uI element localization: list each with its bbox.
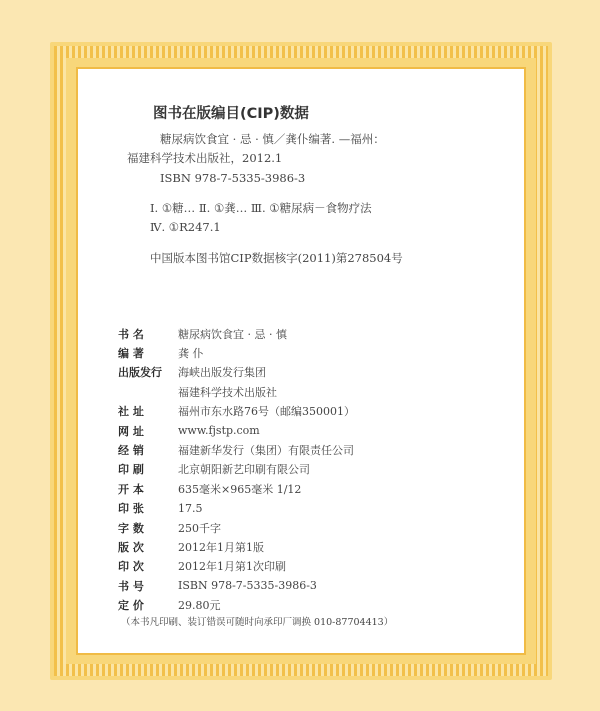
colophon-label: 版 次 xyxy=(118,540,144,554)
colophon-row xyxy=(118,518,498,537)
colophon-label: 网 址 xyxy=(118,424,144,438)
colophon-row xyxy=(118,499,498,518)
colophon-value: 29.80元 xyxy=(178,599,221,613)
cip-heading: 图书在版编目(CIP)数据 xyxy=(153,106,309,122)
colophon-row xyxy=(118,557,498,576)
cip-publisher-line: 福建科学技术出版社，2012.1 xyxy=(127,151,283,165)
colophon-value: 250千字 xyxy=(178,521,221,535)
colophon-value: 福建新华发行（集团）有限责任公司 xyxy=(178,444,354,458)
colophon-label: 定 价 xyxy=(118,599,144,613)
colophon-row xyxy=(118,343,498,362)
colophon-value: 福州市东水路76号（邮编350001） xyxy=(178,405,355,419)
colophon-label: 印 刷 xyxy=(118,463,144,477)
colophon-row xyxy=(118,382,498,401)
colophon-label: 经 销 xyxy=(118,444,144,458)
colophon-value: ISBN 978-7-5335-3986-3 xyxy=(178,579,317,593)
colophon-row xyxy=(118,363,498,382)
cip-subject-line: Ⅰ. ①糖… Ⅱ. ①龚… Ⅲ. ①糖尿病－食物疗法 xyxy=(150,201,372,215)
colophon-value: 北京朝阳新艺印刷有限公司 xyxy=(178,463,310,477)
colophon-label: 编 著 xyxy=(118,347,144,361)
colophon-label: 字 数 xyxy=(118,521,144,535)
colophon-label: 印 张 xyxy=(118,502,144,516)
colophon-label: 印 次 xyxy=(118,560,144,574)
colophon-table xyxy=(118,324,498,615)
colophon-row xyxy=(118,460,498,479)
cip-classification-line: Ⅳ. ①R247.1 xyxy=(150,220,221,234)
colophon-row xyxy=(118,440,498,459)
colophon-value: www.fjstp.com xyxy=(178,424,260,438)
colophon-label: 书 名 xyxy=(118,327,144,341)
colophon-value: 2012年1月第1版 xyxy=(178,540,264,554)
colophon-row xyxy=(118,595,498,614)
colophon-value: 2012年1月第1次印刷 xyxy=(178,560,286,574)
colophon-row xyxy=(118,421,498,440)
colophon-value: 635毫米×965毫米 1/12 xyxy=(178,482,302,496)
cip-record-number: 中国版本图书馆CIP数据核字(2011)第278504号 xyxy=(150,251,403,265)
colophon-label: 社 址 xyxy=(118,405,144,419)
colophon-value: 17.5 xyxy=(178,501,203,515)
colophon-row xyxy=(118,402,498,421)
cip-title-line: 糖尿病饮食宜 · 忌 · 慎／龚仆编著. —福州： xyxy=(160,132,385,146)
colophon-label: 出版发行 xyxy=(118,366,162,380)
colophon-row xyxy=(118,576,498,595)
colophon-value: 糖尿病饮食宜 · 忌 · 慎 xyxy=(178,327,287,341)
colophon-label: 开 本 xyxy=(118,482,144,496)
colophon-row xyxy=(118,479,498,498)
replacement-note: （本书凡印刷、装订错误可随时向承印厂调换 010-87704413） xyxy=(121,617,394,628)
cip-isbn-line: ISBN 978-7-5335-3986-3 xyxy=(160,171,306,185)
colophon-label: 书 号 xyxy=(118,579,144,593)
colophon-value: 福建科学技术出版社 xyxy=(178,385,277,399)
colophon-row xyxy=(118,537,498,556)
colophon-row xyxy=(118,324,498,343)
colophon-value: 海峡出版发行集团 xyxy=(178,366,266,380)
colophon-value: 龚 仆 xyxy=(178,347,204,361)
